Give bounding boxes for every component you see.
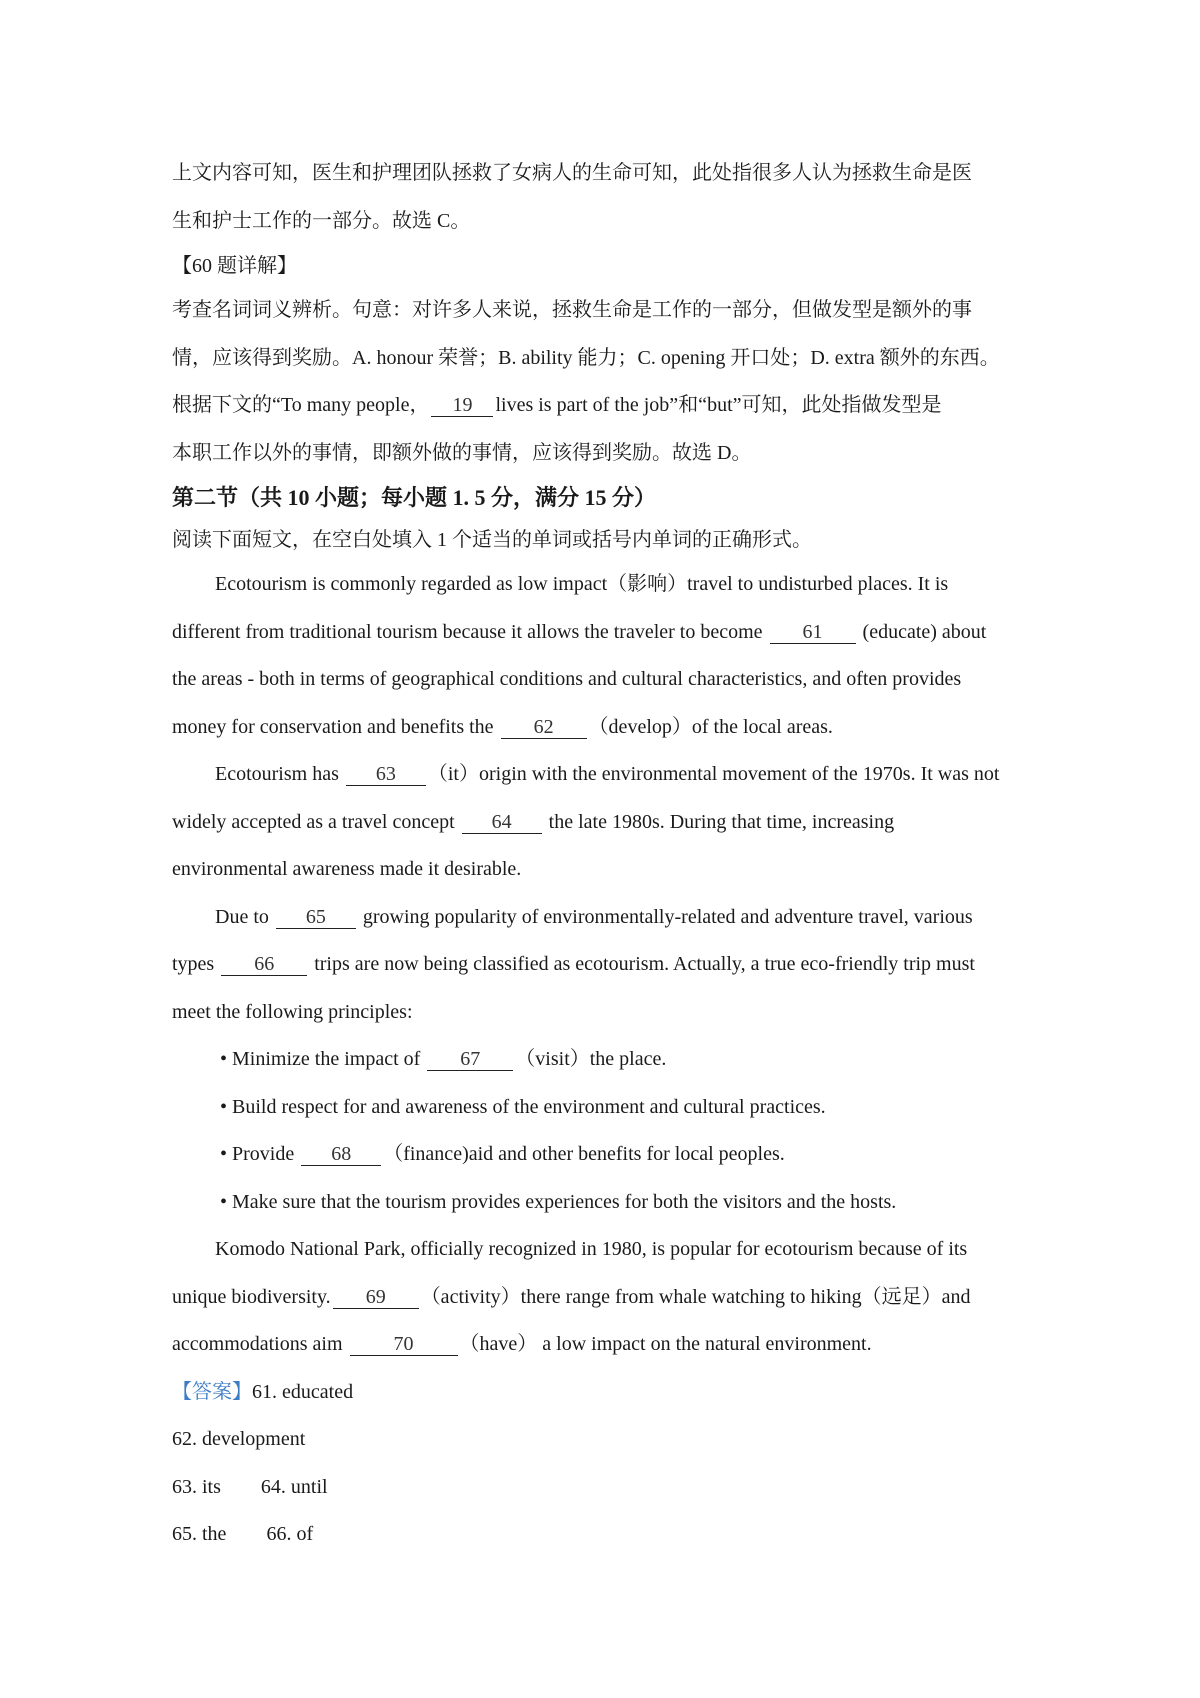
- passage-line: [172, 751, 1028, 799]
- answer-line: [172, 1464, 1028, 1512]
- answer-tag: 【答案】: [172, 1380, 252, 1403]
- q60-line: [172, 382, 1028, 430]
- passage-text: unique biodiversity.: [172, 1285, 331, 1308]
- passage-line: [172, 941, 1028, 989]
- principle-item: • Make sure that the tourism provides experiences for both the visitors and the hosts.: [220, 1190, 897, 1213]
- section-heading: 第二节（共 10 小题；每小题 1. 5 分，满分 15 分）: [172, 485, 657, 510]
- passage-line: [172, 1274, 1028, 1322]
- passage-text: accommodations aim: [172, 1333, 348, 1355]
- q60-line-text: 根据下文的“To many people，: [172, 394, 430, 416]
- answer-item: 63. its: [172, 1475, 221, 1498]
- passage-line: Ecotourism is commonly regarded as low impact（影响）travel to undisturbed places. It is: [215, 573, 949, 595]
- passage-text: • Provide: [220, 1143, 300, 1165]
- passage-line: environmental awareness made it desirable.: [172, 858, 522, 880]
- passage-line: Komodo National Park, officially recognized in 1980, is popular for ecotourism because of its: [215, 1238, 968, 1260]
- passage-line: the areas - both in terms of geographical conditions and cultural characteristics, and often provides: [172, 668, 962, 690]
- passage-line: [172, 799, 1028, 847]
- passage-text: • Minimize the impact of: [220, 1048, 426, 1070]
- passage-text: widely accepted as a travel concept: [172, 810, 460, 833]
- passage-text: the late 1980s. During that time, increasing: [543, 810, 895, 833]
- answer-line: [172, 1369, 1028, 1417]
- passage-text: （have） a low impact on the natural environment.: [459, 1333, 872, 1355]
- blank-63: 63: [346, 763, 426, 786]
- passage-text: types: [172, 953, 220, 975]
- answer-item: 65. the: [172, 1523, 227, 1545]
- blank-66: 66: [221, 953, 307, 976]
- q60-line: 本职工作以外的事情，即额外做的事情，应该得到奖励。故选 D。: [172, 441, 752, 464]
- passage-text: （develop）of the local areas.: [588, 715, 833, 738]
- blank-19: 19: [431, 394, 493, 417]
- q60-title: 【60 题详解】: [172, 255, 297, 277]
- q60-line: 考查名词词义辨析。句意：对许多人来说，拯救生命是工作的一部分，但做发型是额外的事: [172, 299, 972, 321]
- blank-64: 64: [462, 811, 542, 834]
- answer-item: 64. until: [260, 1475, 328, 1498]
- q60-line-text: lives is part of the job”和“but”可知，此处指做发型是: [495, 394, 942, 416]
- principle-item: • Build respect for and awareness of the environment and cultural practices.: [220, 1095, 826, 1118]
- passage-text: Due to: [215, 905, 274, 928]
- blank-69: 69: [333, 1286, 419, 1309]
- passage-line: [172, 704, 1028, 752]
- passage-text: （finance)aid and other benefits for local peoples.: [383, 1143, 785, 1165]
- blank-68: 68: [301, 1143, 381, 1166]
- passage-line: [172, 1321, 1028, 1369]
- passage-text: trips are now being classified as ecotourism. Actually, a true eco-friendly trip must: [309, 953, 975, 975]
- answer-item: 62. development: [172, 1428, 306, 1450]
- passage-text: （it）origin with the environmental movement of the 1970s. It was not: [427, 763, 1000, 785]
- passage-text: （activity）there range from whale watching to hiking（远足）and: [420, 1285, 971, 1308]
- answer-line: [172, 1511, 1028, 1559]
- passage-text: money for conservation and benefits the: [172, 715, 499, 738]
- answer-item: 61. educated: [252, 1380, 354, 1403]
- passage-line: [172, 894, 1028, 942]
- answer-item: 66. of: [266, 1523, 314, 1545]
- passage-line: meet the following principles:: [172, 1000, 413, 1023]
- blank-62: 62: [501, 716, 587, 739]
- section-instruction: 阅读下面短文，在空白处填入 1 个适当的单词或括号内单词的正确形式。: [172, 529, 812, 551]
- passage-text: （visit）the place.: [515, 1048, 667, 1070]
- passage-text: growing popularity of environmentally-related and adventure travel, various: [357, 905, 973, 928]
- explanation-line: 生和护士工作的一部分。故选 C。: [172, 209, 471, 232]
- q60-line: 情，应该得到奖励。A. honour 荣誉；B. ability 能力；C. opening 开口处；D. extra 额外的东西。: [172, 346, 1000, 369]
- explanation-line: 上文内容可知，医生和护理团队拯救了女病人的生命可知，此处指很多人认为拯救生命是医: [172, 162, 972, 184]
- blank-65: 65: [276, 906, 356, 929]
- principle-item: [172, 1131, 1028, 1179]
- blank-70: 70: [350, 1333, 458, 1356]
- principle-item: [172, 1036, 1028, 1084]
- passage-text: different from traditional tourism because it allows the traveler to become: [172, 620, 768, 643]
- passage-text: Ecotourism has: [215, 763, 344, 785]
- passage-text: (educate) about: [857, 620, 987, 643]
- blank-61: 61: [770, 621, 856, 644]
- blank-67: 67: [427, 1048, 513, 1071]
- passage-line: [172, 609, 1028, 657]
